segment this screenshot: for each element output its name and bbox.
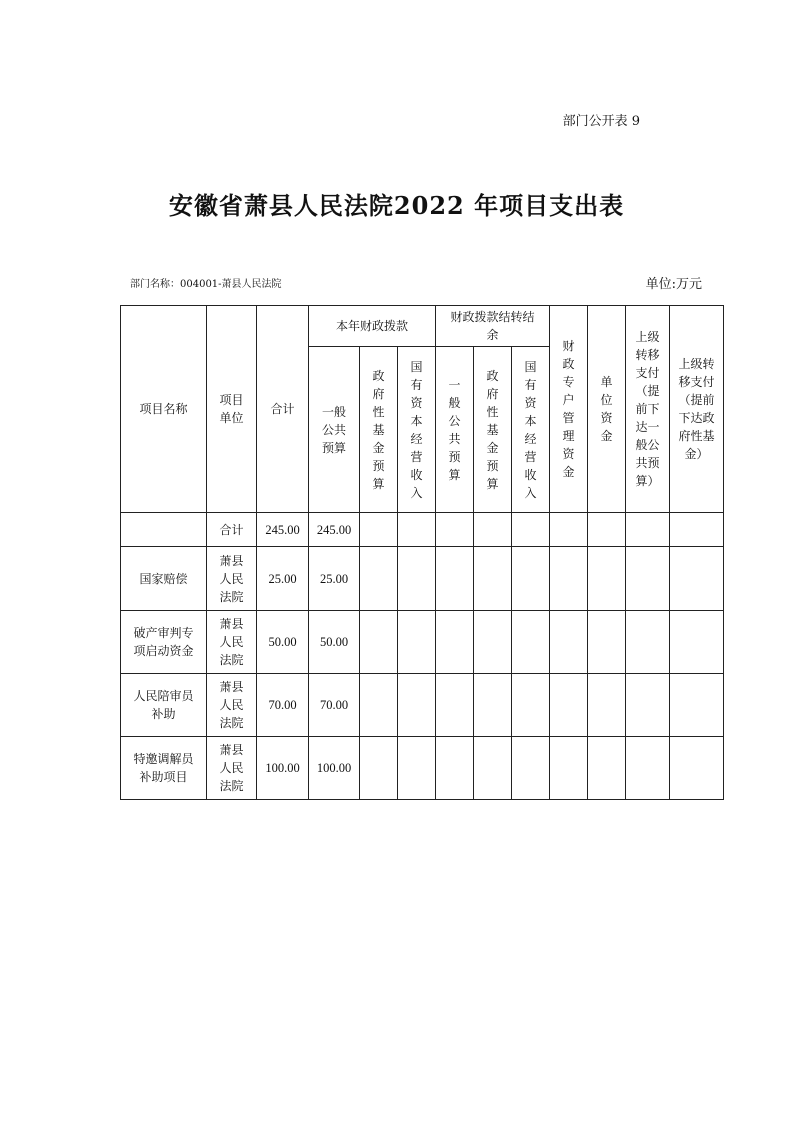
table-cell [436,513,474,547]
table-cell [512,674,550,737]
table-cell [588,611,626,674]
table-cell [474,611,512,674]
table-cell [436,611,474,674]
header-carry-state-capital-income: 国 有 资 本 经 营 收 入 [512,347,550,513]
table-cell [512,513,550,547]
table-row [121,737,724,800]
header-current-appropriation: 本年财政拨款 [309,306,436,347]
table-cell [474,547,512,611]
project-total: 100.00 [257,737,309,800]
header-gov-fund-budget: 政 府 性 基 金 预 算 [360,347,398,513]
total-row-general: 245.00 [309,513,360,547]
project-expenditure-table [120,305,724,800]
header-unit-fund: 单 位 资 金 [588,306,626,513]
header-project-name: 项目名称 [121,306,207,513]
project-name: 人民陪审员 补助 [121,674,207,737]
table-cell [360,513,398,547]
project-unit: 萧县 人民 法院 [207,737,257,800]
table-cell [550,611,588,674]
header-carryover-appropriation: 财政拨款结转结 余 [436,306,550,347]
table-cell [398,513,436,547]
table-cell [398,547,436,611]
table-cell [588,547,626,611]
table-row [121,611,724,674]
header-general-budget: 一般 公共 预算 [309,347,360,513]
table-cell [360,547,398,611]
table-cell [550,674,588,737]
header-total: 合计 [257,306,309,513]
header-transfer-early-gov-fund: 上级转 移支付 （提前 下达政 府性基 金） [670,306,724,513]
table-cell [670,513,724,547]
project-general-budget: 70.00 [309,674,360,737]
table-cell [670,674,724,737]
header-carry-gov-fund-budget: 政 府 性 基 金 预 算 [474,347,512,513]
table-cell [588,737,626,800]
unit-label: 单位:万元 [645,277,702,292]
table-cell [398,611,436,674]
table-cell [512,547,550,611]
total-row-name [121,513,207,547]
table-cell [436,737,474,800]
project-unit: 萧县 人民 法院 [207,611,257,674]
table-cell [512,611,550,674]
form-number: 部门公开表 9 [562,114,640,129]
project-name: 国家赔偿 [121,547,207,611]
table-row [121,674,724,737]
table-cell [626,513,670,547]
table-cell [398,674,436,737]
table-cell [626,547,670,611]
table-cell [550,513,588,547]
total-row-total: 245.00 [257,513,309,547]
table-cell [626,737,670,800]
department-label: 部门名称：004001-萧县人民法院 [130,279,282,290]
table-cell [512,737,550,800]
header-project-unit: 项目 单位 [207,306,257,513]
table-cell [398,737,436,800]
table-cell [670,737,724,800]
project-total: 50.00 [257,611,309,674]
page-title: 安徽省萧县人民法院2022 年项目支出表 [168,191,625,220]
table-cell [360,737,398,800]
project-name: 特邀调解员 补助项目 [121,737,207,800]
table-cell [670,547,724,611]
project-name: 破产审判专 项启动资金 [121,611,207,674]
header-special-account-fund: 财 政 专 户 管 理 资 金 [550,306,588,513]
table-cell [474,513,512,547]
table-cell [550,547,588,611]
table-cell [360,611,398,674]
project-total: 70.00 [257,674,309,737]
table-cell [550,737,588,800]
total-row-label: 合计 [207,513,257,547]
table-cell [436,547,474,611]
table-row [121,547,724,611]
header-carry-general-budget: 一 般 公 共 预 算 [436,347,474,513]
table-cell [360,674,398,737]
table-cell [474,737,512,800]
project-unit: 萧县 人民 法院 [207,547,257,611]
project-general-budget: 100.00 [309,737,360,800]
table-cell [670,611,724,674]
header-state-capital-income: 国 有 资 本 经 营 收 入 [398,347,436,513]
total-row [121,513,724,547]
project-unit: 萧县 人民 法院 [207,674,257,737]
table-cell [626,611,670,674]
project-general-budget: 25.00 [309,547,360,611]
project-general-budget: 50.00 [309,611,360,674]
table-cell [588,513,626,547]
table-cell [474,674,512,737]
header-transfer-early-general: 上级 转移 支付 （提 前下 达一 般公 共预 算） [626,306,670,513]
project-total: 25.00 [257,547,309,611]
table-cell [588,674,626,737]
table-cell [436,674,474,737]
table-cell [626,674,670,737]
